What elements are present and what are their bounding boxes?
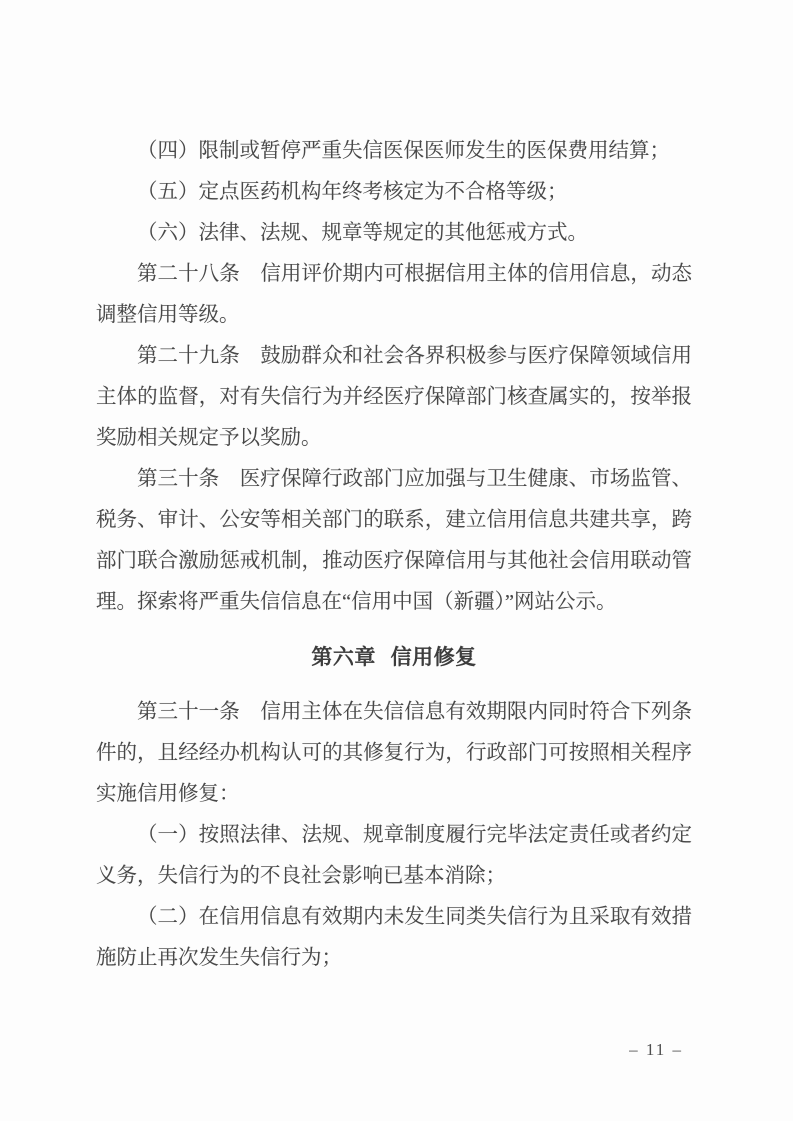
article-28-text: 信用评价期内可根据信用主体的信用信息，动态调整信用等级。 bbox=[96, 263, 693, 326]
article-30-text: 医疗保障行政部门应加强与卫生健康、市场监管、税务、审计、公安等相关部门的联系，建立信用信息共建共享，跨部门联合激励惩戒机制，推动医疗保障信用与其他社会信用联动管理。探索将严重失信信息在“信用中国（新疆）”网站公示。 bbox=[96, 468, 693, 613]
clause-item-4: （四）限制或暂停严重失信医保医师发生的医保费用结算； bbox=[137, 140, 670, 162]
article-29-number: 第二十九条 bbox=[137, 345, 240, 367]
clause-item-1: （一）按照法律、法规、规章制度履行完毕法定责任或者约定义务，失信行为的不良社会影响已基本消除； bbox=[96, 824, 692, 887]
article-28 bbox=[96, 254, 692, 336]
article-31-text: 信用主体在失信信息有效期限内同时符合下列条件的，且经经办机构认可的其修复行为，行政部门可按照相关程序实施信用修复： bbox=[96, 701, 693, 805]
clause-item-2: （二）在信用信息有效期内未发生同类失信行为且采取有效措施防止再次发生失信行为； bbox=[96, 906, 692, 969]
article-28-number: 第二十八条 bbox=[137, 263, 240, 285]
article-31 bbox=[96, 692, 692, 815]
article-31-number: 第三十一条 bbox=[137, 701, 240, 723]
clause-item-6: （六）法律、法规、规章等规定的其他惩戒方式。 bbox=[137, 222, 588, 244]
chapter-6-number: 第六章 bbox=[311, 646, 376, 669]
chapter-6-heading bbox=[96, 637, 692, 678]
chapter-6-title: 信用修复 bbox=[390, 646, 477, 669]
article-30-number: 第三十条 bbox=[137, 468, 220, 490]
clause-item-5: （五）定点医药机构年终考核定为不合格等级； bbox=[137, 181, 568, 203]
article-29-text: 鼓励群众和社会各界积极参与医疗保障领域信用主体的监督，对有失信行为并经医疗保障部门核查属实的，按举报奖励相关规定予以奖励。 bbox=[96, 345, 693, 449]
document-body bbox=[96, 131, 692, 979]
article-29 bbox=[96, 336, 692, 459]
page-number: – 11 – bbox=[629, 1040, 683, 1059]
article-30 bbox=[96, 459, 692, 623]
